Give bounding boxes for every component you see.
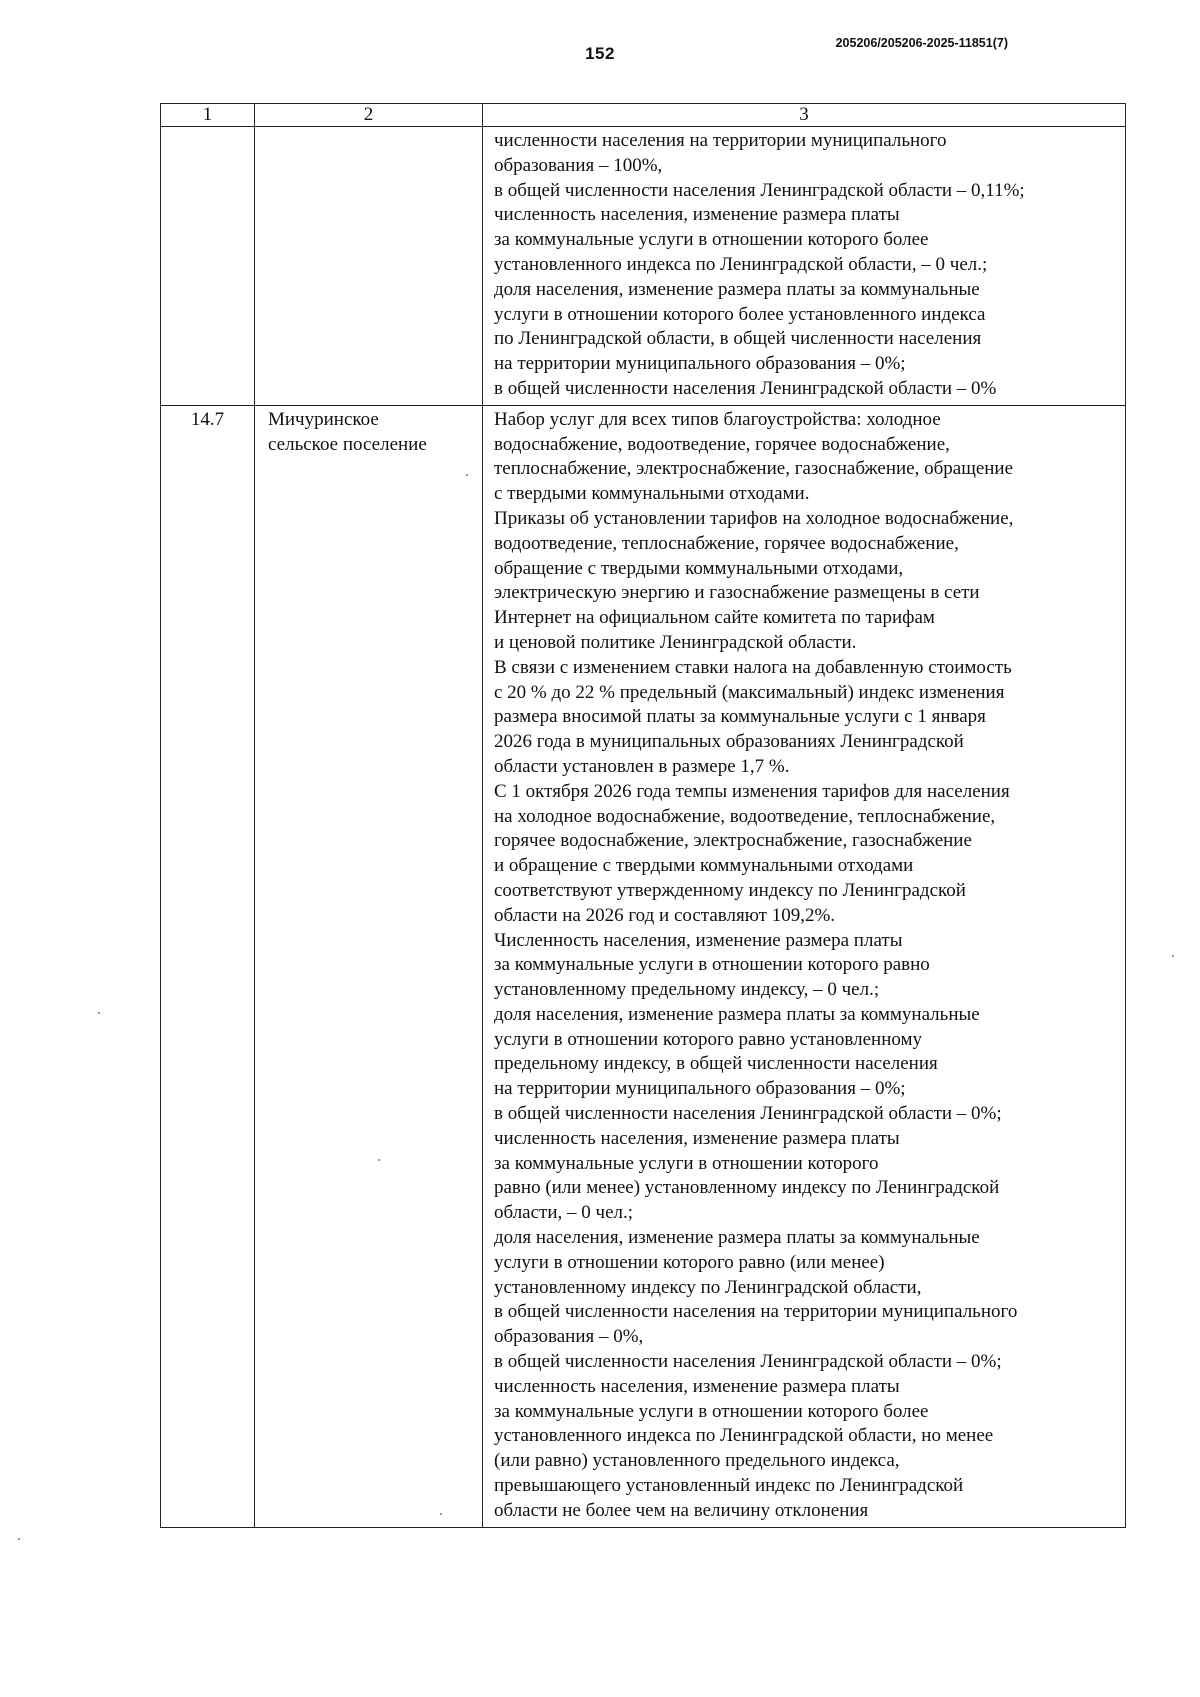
text-line: услуги в отношении которого равно установленному (494, 1028, 923, 1050)
text-line: размера вносимой платы за коммунальные услуги с 1 января (494, 706, 986, 728)
text-line: области, – 0 чел.; (494, 1202, 634, 1224)
cell-empty (255, 127, 483, 406)
table-row-14-7 (161, 405, 1126, 1527)
document-id: 205206/205206-2025-11851(7) (835, 36, 1008, 50)
text-line: и ценовой политике Ленинградской области. (494, 631, 857, 653)
text-block (483, 127, 1125, 405)
text-line: в общей численности населения Ленинградской области – 0%; (494, 1351, 1002, 1373)
text-line: в общей численности населения на территории муниципального (494, 1301, 1018, 1323)
text-line: теплоснабжение, электроснабжение, газоснабжение, обращение (494, 458, 1014, 480)
text-line: равно (или менее) установленному индексу по Ленинградской (494, 1177, 1000, 1199)
text-block (483, 406, 1125, 1527)
text-line: численность населения, изменение размера платы (494, 1127, 900, 1149)
scan-speck (440, 1513, 442, 1515)
text-line: в общей численности населения Ленинградской области – 0%; (494, 1103, 1002, 1125)
text-line: установленного индекса по Ленинградской области, – 0 чел.; (494, 253, 988, 275)
scan-speck (1172, 955, 1174, 957)
text-line: численности населения на территории муниципального (494, 130, 947, 151)
text-line: установленному индексу по Ленинградской области, (494, 1276, 922, 1298)
text-line: за коммунальные услуги в отношении которого (494, 1152, 879, 1174)
data-table (160, 103, 1126, 1528)
text-line: доля населения, изменение размера платы за коммунальные (494, 1227, 980, 1249)
text-line: доля населения, изменение размера платы за коммунальные (494, 278, 980, 300)
text-line: за коммунальные услуги в отношении которого равно (494, 954, 930, 976)
text-line: в общей численности населения Ленинградской области – 0% (494, 377, 997, 399)
scan-speck (378, 1159, 380, 1161)
text-line: (или равно) установленного предельного индекса, (494, 1450, 900, 1472)
row-number: 14.7 (190, 408, 225, 430)
text-line: по Ленинградской области, в общей численности населения (494, 328, 982, 350)
text-line: 2026 года в муниципальных образованиях Ленинградской (494, 731, 964, 753)
text-line: за коммунальные услуги в отношении которого более (494, 1400, 929, 1422)
text-line: области на 2026 год и составляют 109,2%. (494, 904, 836, 926)
row-name-line: Мичуринское (268, 408, 379, 430)
text-line: электрическую энергию и газоснабжение размещены в сети (494, 582, 980, 604)
text-line: и обращение с твердыми коммунальными отходами (494, 855, 914, 877)
text-line: Набор услуг для всех типов благоустройства: холодное (494, 408, 941, 430)
text-line: превышающего установленный индекс по Ленинградской (494, 1475, 964, 1497)
text-line: водоснабжение, водоотведение, горячее водоснабжение, (494, 433, 950, 455)
text-line: в общей численности населения Ленинградской области – 0,11%; (494, 179, 1025, 201)
cell-empty (161, 127, 255, 406)
text-line: соответствуют утвержденному индексу по Ленинградской (494, 879, 966, 901)
column-header-1: 1 (161, 104, 255, 127)
text-line: обращение с твердыми коммунальными отходами, (494, 557, 904, 579)
text-line: на территории муниципального образования – 0%; (494, 1078, 906, 1100)
text-line: Интернет на официальном сайте комитета по тарифам (494, 607, 935, 629)
text-line: на территории муниципального образования – 0%; (494, 353, 906, 375)
text-line: доля населения, изменение размера платы за коммунальные (494, 1003, 980, 1025)
text-line: горячее водоснабжение, электроснабжение, газоснабжение (494, 830, 972, 852)
text-line: области не более чем на величину отклонения (494, 1499, 869, 1521)
text-line: Приказы об установлении тарифов на холодное водоснабжение, (494, 507, 1014, 529)
scan-speck (18, 1538, 20, 1540)
text-line: на холодное водоснабжение, водоотведение, теплоснабжение, (494, 805, 996, 827)
cell-row-name (255, 405, 483, 1527)
text-line: с твердыми коммунальными отходами. (494, 483, 810, 505)
text-line: Численность населения, изменение размера платы (494, 929, 903, 951)
text-line: образования – 0%, (494, 1326, 644, 1348)
column-header-3: 3 (483, 104, 1126, 127)
text-line: В связи с изменением ставки налога на добавленную стоимость (494, 656, 1012, 678)
text-line: установленного индекса по Ленинградской области, но менее (494, 1425, 994, 1447)
text-line: водоотведение, теплоснабжение, горячее водоснабжение, (494, 532, 959, 554)
text-line: установленному предельному индексу, – 0 чел.; (494, 979, 880, 1001)
text-line: области установлен в размере 1,7 %. (494, 755, 790, 777)
text-line: за коммунальные услуги в отношении которого более (494, 229, 929, 251)
cell-row-text (483, 405, 1126, 1527)
text-line: образования – 100%, (494, 154, 663, 176)
scan-speck (466, 474, 468, 476)
cell-row-number (161, 405, 255, 1527)
table-row-continuation (161, 127, 1126, 406)
text-line: численность населения, изменение размера платы (494, 204, 900, 226)
text-line: С 1 октября 2026 года темпы изменения тарифов для населения (494, 780, 1010, 802)
text-line: численность населения, изменение размера платы (494, 1375, 900, 1397)
scan-speck (98, 1012, 100, 1014)
text-line: услуги в отношении которого равно (или менее) (494, 1251, 885, 1273)
page-number: 152 (585, 44, 615, 63)
text-line: с 20 % до 22 % предельный (максимальный) индекс изменения (494, 681, 1005, 703)
row-name-line: сельское поселение (268, 433, 427, 455)
text-line: услуги в отношении которого более установленного индекса (494, 303, 986, 325)
table-header-row (161, 104, 1126, 127)
column-header-2: 2 (255, 104, 483, 127)
cell-continuation-text (483, 127, 1126, 406)
text-line: предельному индексу, в общей численности населения (494, 1053, 938, 1075)
